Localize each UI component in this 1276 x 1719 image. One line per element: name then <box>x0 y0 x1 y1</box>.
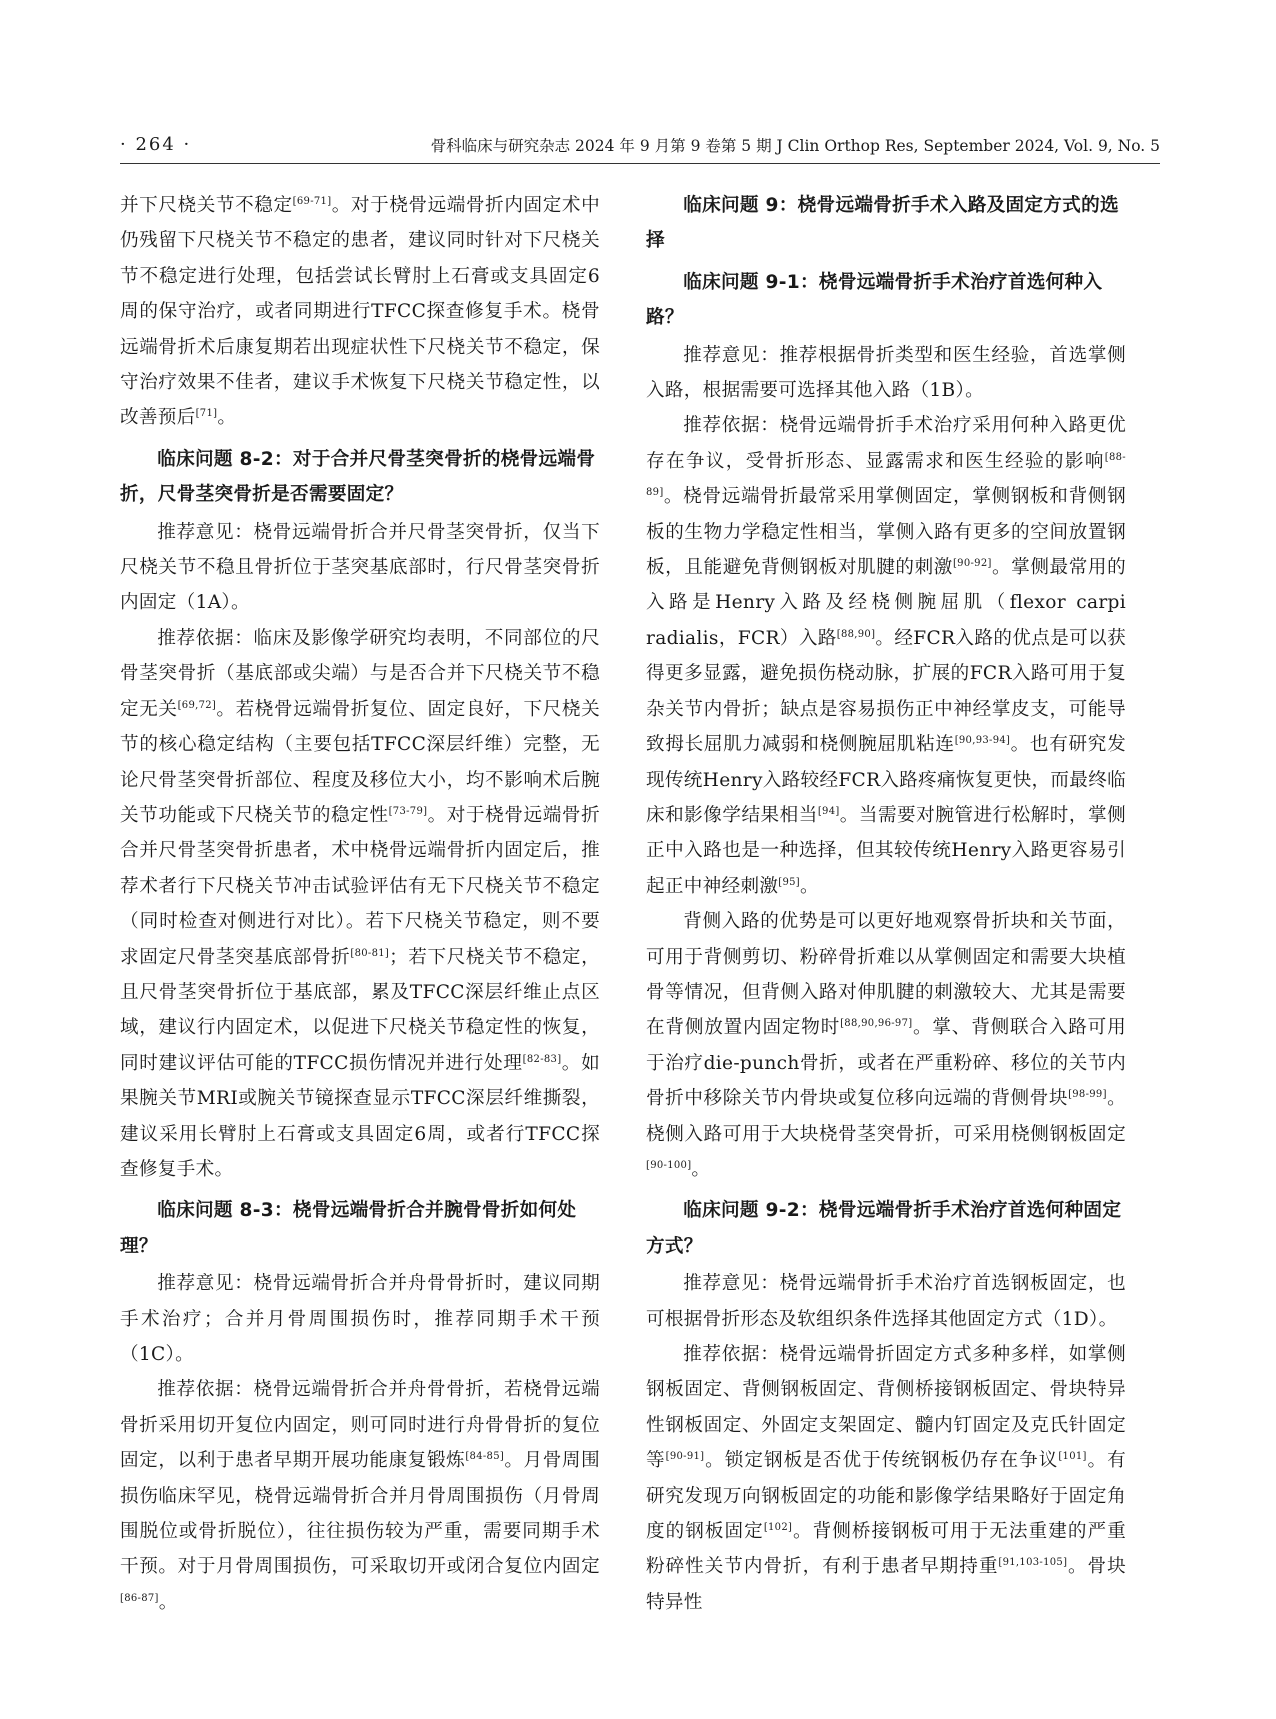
citation-ref: [102] <box>763 1522 793 1534</box>
heading-question-8-2: 临床问题 8-2：对于合并尺骨茎突骨折的桡骨远端骨折，尺骨茎突骨折是否需要固定？ <box>120 448 596 506</box>
citation-ref: [90-91] <box>665 1451 705 1463</box>
rationale-9-1-dorsal: 背侧入路的优势是可以更好地观察骨折块和关节面，可用于背侧剪切、粉碎骨折难以从掌侧固定和需要大块植骨等情况，但背侧入路对伸肌腱的刺激较大、尤其是需要在背侧放置内固定物时[88,90,96-97]。掌、背侧联合入路可用于治疗die-punch骨折，或者在严重粉碎、移位的关节内骨折中移除关节内骨块或复位移向远端的背侧骨块[98-99]。桡侧入路可用于大块桡骨茎突骨折，可采用桡侧钢板固定[90-100]。 <box>646 911 1126 1180</box>
citation-ref: [88-89] <box>646 451 1126 499</box>
citation-ref: [71] <box>195 408 218 420</box>
heading-question-8-3: 临床问题 8-3：桡骨远端骨折合并腕骨骨折如何处理？ <box>120 1200 577 1257</box>
citation-ref: [98-99] <box>1068 1089 1107 1101</box>
citation-ref: [88,90,96-97] <box>840 1018 913 1030</box>
recommendation-8-2: 推荐意见：桡骨远端骨折合并尺骨茎突骨折，仅当下尺桡关节不稳且骨折位于茎突基底部时，行尺骨茎突骨折内固定（1A）。 <box>120 521 600 614</box>
running-header <box>120 134 1160 164</box>
citation-ref: [90-100] <box>646 1159 692 1171</box>
recommendation-9-2: 推荐意见：桡骨远端骨折手术治疗首选钢板固定，也可根据骨折形态及软组织条件选择其他固定方式（1D）。 <box>646 1273 1126 1330</box>
citation-ref: [84-85] <box>465 1451 505 1463</box>
heading-question-9-1: 临床问题 9-1：桡骨远端骨折手术治疗首选何种入路？ <box>646 271 1103 329</box>
citation-ref: [90,93-94] <box>954 735 1011 747</box>
recommendation-8-3: 推荐意见：桡骨远端骨折合并舟骨骨折时，建议同期手术治疗；合并月骨周围损伤时，推荐同期手术干预（1C）。 <box>120 1273 600 1365</box>
right-column <box>646 188 1126 1620</box>
heading-question-9-2: 临床问题 9-2：桡骨远端骨折手术治疗首选何种固定方式？ <box>646 1200 1122 1257</box>
citation-ref: [88,90] <box>836 628 876 640</box>
citation-ref: [73-79] <box>388 805 428 817</box>
citation-ref: [95] <box>778 876 800 888</box>
paragraph-8-1-continuation: 并下尺桡关节不稳定[69-71]。对于桡骨远端骨折内固定术中仍残留下尺桡关节不稳定的患者，建议同时针对下尺桡关节不稳定进行处理，包括尝试长臂肘上石膏或支具固定6周的保守治疗，或者同期进行TFCC探查修复手术。桡骨远端骨折术后康复期若出现症状性下尺桡关节不稳定，保守治疗效果不佳者，建议手术恢复下尺桡关节稳定性，以改善预后[71]。 <box>120 195 600 429</box>
citation-ref: [94] <box>817 805 840 817</box>
left-column <box>120 188 600 1620</box>
page-number: · 264 · <box>120 134 192 155</box>
citation-ref: [90-92] <box>952 558 992 570</box>
rationale-8-3: 推荐依据：桡骨远端骨折合并舟骨骨折，若桡骨远端骨折采用切开复位内固定，则可同时进行舟骨骨折的复位固定，以利于患者早期开展功能康复锻炼[84-85]。月骨周围损伤临床罕见，桡骨远端骨折合并月骨周围损伤（月骨周围脱位或骨折脱位），往往损伤较为严重，需要同期手术干预。对于月骨周围损伤，可采取切开或闭合复位内固定[86-87]。 <box>120 1379 600 1613</box>
rationale-8-2: 推荐依据：临床及影像学研究均表明，不同部位的尺骨茎突骨折（基底部或尖端）与是否合并下尺桡关节不稳定无关[69,72]。若桡骨远端骨折复位、固定良好，下尺桡关节的核心稳定结构（主要包括TFCC深层纤维）完整，无论尺骨茎突骨折部位、程度及移位大小，均不影响术后腕关节功能或下尺桡关节的稳定性[73-79]。对于桡骨远端骨折合并尺骨茎突骨折患者，术中桡骨远端骨折内固定后，推荐术者行下尺桡关节冲击试验评估有无下尺桡关节不稳定（同时检查对侧进行对比）。若下尺桡关节稳定，则不要求固定尺骨茎突基底部骨折[80-81]；若下尺桡关节不稳定，且尺骨茎突骨折位于基底部，累及TFCC深层纤维止点区域，建议行内固定术，以促进下尺桡关节稳定性的恢复，同时建议评估可能的TFCC损伤情况并进行处理[82-83]。如果腕关节MRI或腕关节镜探查显示TFCC深层纤维撕裂，建议采用长臂肘上石膏或支具固定6周，或者行TFCC探查修复手术。 <box>120 627 600 1180</box>
journal-citation: 骨科临床与研究杂志 2024 年 9 月第 9 卷第 5 期 J Clin Orthop Res, September 2024, Vol. 9, No. 5 <box>430 137 1160 155</box>
rationale-9-1: 推荐依据：桡骨远端骨折手术治疗采用何种入路更优存在争议，受骨折形态、显露需求和医生经验的影响[88-89]。桡骨远端骨折最常采用掌侧固定，掌侧钢板和背侧钢板的生物力学稳定性相当，掌侧入路有更多的空间放置钢板，且能避免背侧钢板对肌腱的刺激[90-92]。掌侧最常用的入路是Henry入路及经桡侧腕屈肌（flexor carpi radialis，FCR）入路[88,90]。经FCR入路的优点是可以获得更多显露，避免损伤桡动脉，扩展的FCR入路可用于复杂关节内骨折；缺点是容易损伤正中神经掌皮支，可能导致拇长屈肌力减弱和桡侧腕屈肌粘连[90,93-94]。也有研究发现传统Henry入路较经FCR入路疼痛恢复更快，而最终临床和影像学结果相当[94]。当需要对腕管进行松解时，掌侧正中入路也是一种选择，但其较传统Henry入路更容易引起正中神经刺激[95]。 <box>646 415 1126 897</box>
citation-ref: [69,72] <box>177 699 217 711</box>
heading-question-9: 临床问题 9：桡骨远端骨折手术入路及固定方式的选择 <box>646 195 1119 252</box>
citation-ref: [80-81] <box>350 947 390 959</box>
recommendation-9-1: 推荐意见：推荐根据骨折类型和医生经验，首选掌侧入路，根据需要可选择其他入路（1B）。 <box>646 344 1126 402</box>
rationale-9-2: 推荐依据：桡骨远端骨折固定方式多种多样，如掌侧钢板固定、背侧钢板固定、背侧桥接钢板固定、骨块特异性钢板固定、外固定支架固定、髓内钉固定及克氏针固定等[90-91]。锁定钢板是否优于传统钢板仍存在争议[101]。有研究发现万向钢板固定的功能和影像学结果略好于固定角度的钢板固定[102]。背侧桥接钢板可用于无法重建的严重粉碎性关节内骨折，有利于患者早期持重[91,103-105]。骨块特异性 <box>646 1344 1126 1613</box>
citation-ref: [69-71] <box>292 196 332 207</box>
citation-ref: [82-83] <box>522 1053 562 1065</box>
citation-ref: [91,103-105] <box>998 1557 1068 1569</box>
citation-ref: [86-87] <box>120 1592 159 1604</box>
citation-ref: [101] <box>1058 1451 1087 1463</box>
header-divider <box>120 163 1160 164</box>
